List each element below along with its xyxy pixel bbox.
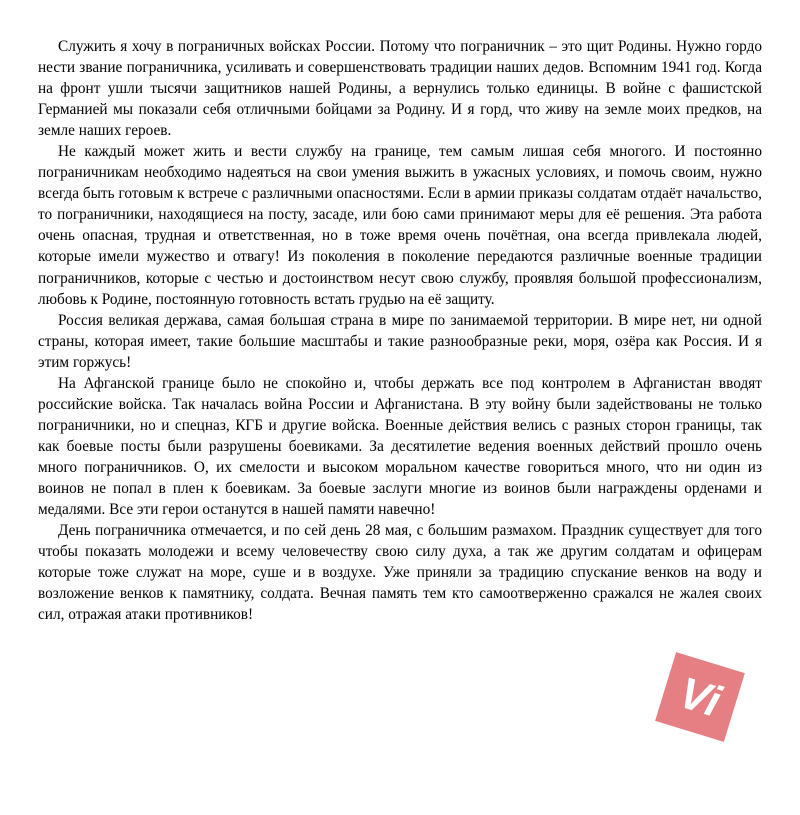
essay-text [38, 36, 762, 625]
vi-logo-text: Vi [673, 668, 727, 727]
vi-logo-watermark [655, 652, 745, 742]
paragraph-3: Россия великая держава, самая большая страна в мире по занимаемой территории. В мире нет, ни одной страны, которая имеет, такие большие масштабы и такие разнообразные реки, моря, озёра как Россия. И я этим горжусь! [38, 311, 762, 371]
vi-logo-icon [655, 652, 745, 742]
paragraph-5: День пограничника отмечается, и по сей день 28 мая, с большим размахом. Праздник существует для того чтобы показать молодежи и всему человечеству свою силу духа, а так же другим солдатам и офицерам которые тоже служат на море, суше и в воздухе. Уже приняли за традицию спускание венков на воду и возложение венков к памятнику, солдата. Вечная память тем кто самоотверженно сражался не жалея своих сил, отражая атаки противников! [38, 522, 762, 624]
paragraph-1: Служить я хочу в пограничных войсках России. Потому что пограничник – это щит Родины. Нужно гордо нести звание пограничника, усиливать и совершенствовать традиции наших дедов. Вспомним 1941 год. Когда на фронт ушли тысячи защитников нашей Родины, а вернулись только единицы. В войне с фашистской Германией мы показали себя отличными бойцами за Родину. И я горд, что живу на земле моих предков, на земле наших героев. [38, 38, 762, 140]
paragraph-4: На Афганской границе было не спокойно и, чтобы держать все под контролем в Афганистан вводят российские войска. Так началась война России и Афганистана. В эту войну были задействованы не только пограничники, но и спецназ, КГБ и другие войска. Военные действия велись с разных сторон границы, так как боевые посты были разрушены боевиками. За десятилетие ведения военных действий прошло очень много пограничников. О, их смелости и высоком моральном качестве говориться много, что ни один из воинов не попал в плен к боевикам. За боевые заслуги многие из воинов были награждены орденами и медалями. Все эти герои останутся в нашей памяти навечно! [38, 374, 762, 519]
paragraph-2: Не каждый может жить и вести службу на границе, тем самым лишая себя многого. И постоянно пограничникам необходимо надеяться на свои умения выжить в ужасных условиях, и помочь своим, нужно всегда быть готовым к встрече с различными опасностями. Если в армии приказы солдатам отдаёт начальство, то пограничники, находящиеся на посту, засаде, или бою сами принимают меры для её решения. Эта работа очень опасная, трудная и ответственная, но в тоже время очень почётная, она всегда привлекала людей, которые имели мужество и отвагу! Из поколения в поколение передаются различные военные традиции пограничников, которые с честью и достоинством несут свою службу, проявляя большой профессионализм, любовь к Родине, постоянную готовность встать грудью на её защиту. [38, 143, 762, 308]
